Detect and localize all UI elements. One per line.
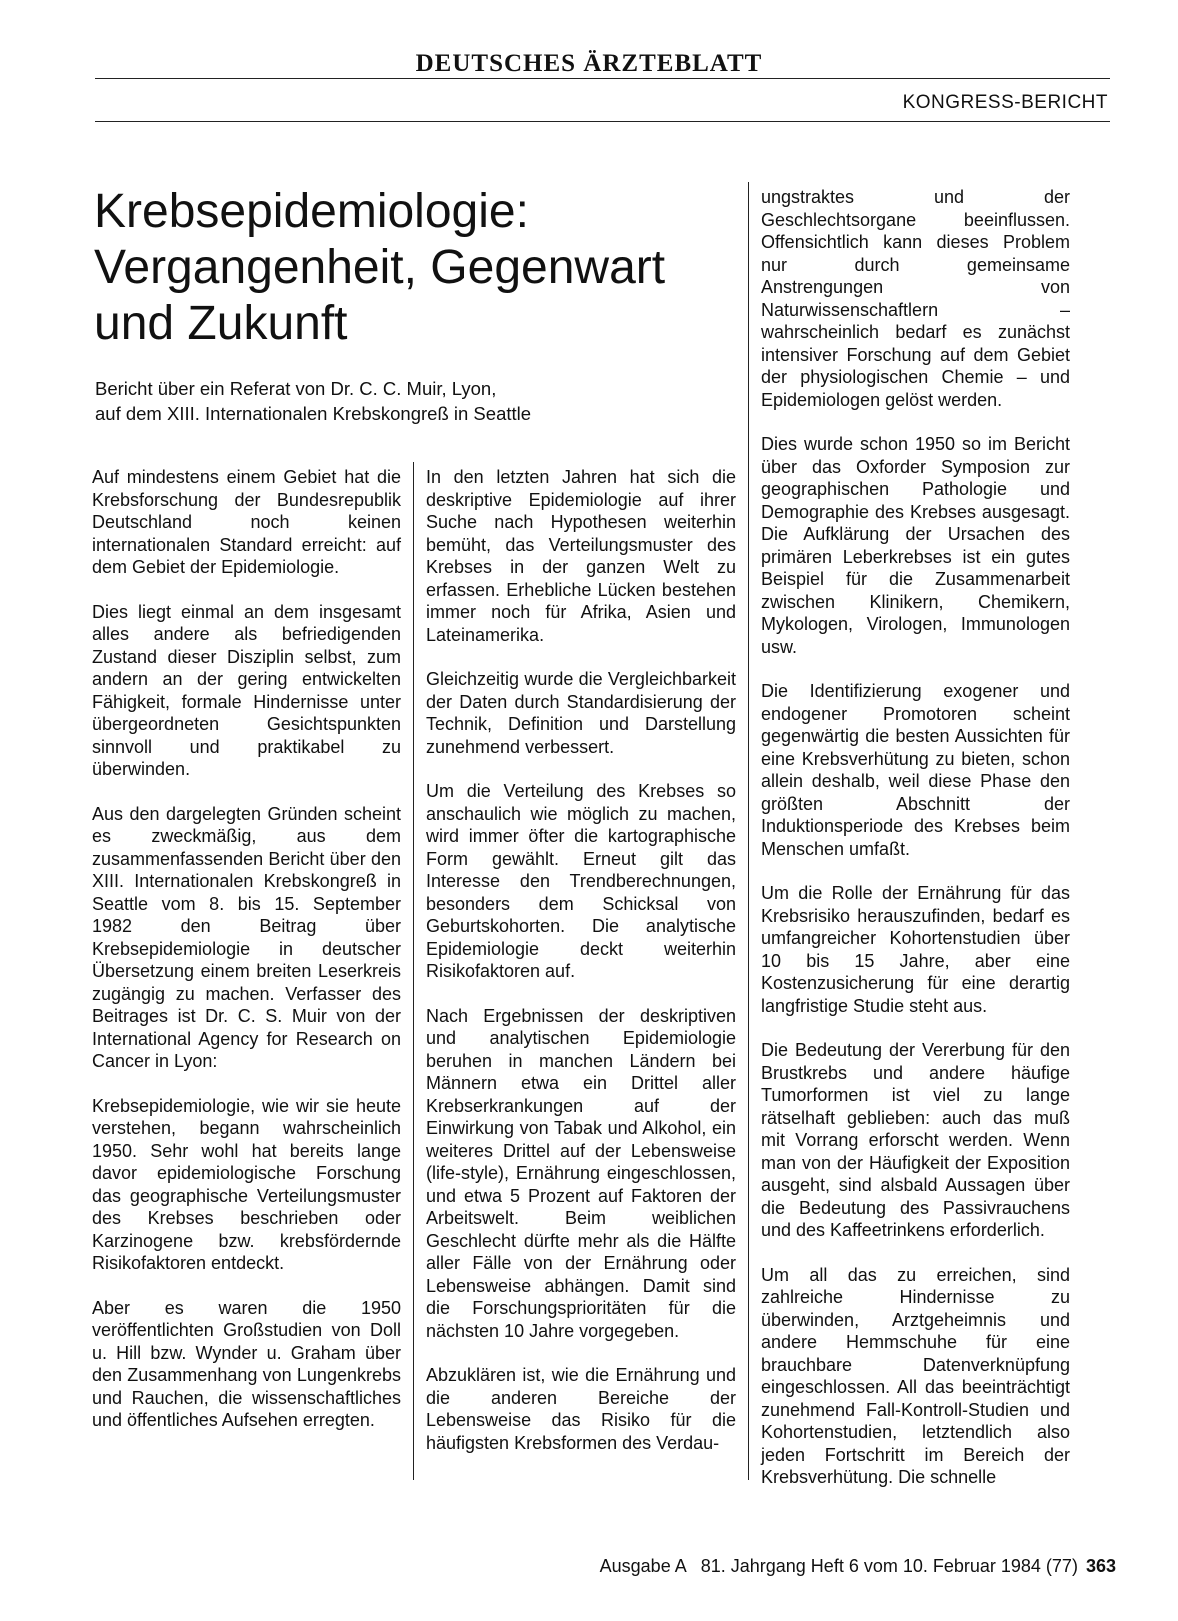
paragraph: Aber es waren die 1950 veröffentlichten Großstudien von Doll u. Hill bzw. Wynder u. Graham über den Zusammenhang von Lungenkrebs und Rauchen, die wissenschaftliches und öffentliches Aufsehen erregten. <box>92 1297 401 1430</box>
subtitle-line-2: auf dem XIII. Internationalen Krebskongreß in Seattle <box>95 403 532 424</box>
paragraph: Um die Verteilung des Krebses so anschaulich wie möglich zu machen, wird immer öfter die kartographische Form gewählt. Erneut gilt das Interesse den Trendberechnungen, besonders dem Schicksal von Geburtskohorten. Die analytische Epidemiologie deckt weiterhin Risikofaktoren auf. <box>426 781 736 981</box>
paragraph: Aus den dargelegten Gründen scheint es zweckmäßig, aus dem zusammenfassenden Bericht über den XIII. Internationalen Krebskongreß in Seattle vom 8. bis 15. September 1982 den Beitrag über Krebsepidemiologie in deutscher Übersetzung einem breiten Leserkreis zugängig zu machen. Verfasser des Beitrages ist Dr. C. S. Muir von der International Agency for Research on Cancer in Lyon: <box>92 803 401 1071</box>
section-label: KONGRESS-BERICHT <box>902 92 1108 113</box>
paragraph: ungstraktes und der Geschlechtsorgane beeinflussen. Offensichtlich kann dieses Problem nur durch gemeinsame Anstrengungen von Naturwissenschaftlern – wahrscheinlich bedarf es zunächst intensiver Forschung auf dem Gebiet der physiologischen Chemie – und Epidemiologen gelöst werden. <box>761 187 1070 410</box>
paragraph: Dies liegt einmal an dem insgesamt alles andere als befriedigenden Zustand dieser Disziplin selbst, zum andern an der gering entwickelten Fähigkeit, formale Hindernisse unter übergeordneten Gesichtspunkten sinnvoll und praktikabel zu überwinden. <box>92 601 401 779</box>
issue-info: Ausgabe A 81. Jahrgang Heft 6 vom 10. Februar 1984 (77) <box>599 1556 1078 1576</box>
page-footer <box>600 1556 1116 1577</box>
header-rule-bottom <box>95 121 1110 122</box>
paragraph: Um die Rolle der Ernährung für das Krebsrisiko herauszufinden, bedarf es umfangreicher Kohortenstudien über 10 bis 15 Jahre, aber eine Kostenzusicherung für eine derartig langfristige Studie steht aus. <box>761 883 1070 1016</box>
paragraph: Krebsepidemiologie, wie wir sie heute verstehen, begann wahrscheinlich 1950. Sehr wohl hat bereits lange davor epidemiologische Forschung das geographische Verteilungsmuster des Krebses beschrieben oder Karzinogene bzw. krebsfördernde Risikofaktoren entdeckt. <box>92 1095 401 1273</box>
paragraph: Die Identifizierung exogener und endogener Promotoren scheint gegenwärtig die besten Aussichten für eine Krebsverhütung zu bieten, schon allein deshalb, weil diese Phase den größten Abschnitt der Induktionsperiode des Krebses beim Menschen umfaßt. <box>761 681 1070 859</box>
column-3 <box>761 186 1070 1489</box>
paragraph: Um all das zu erreichen, sind zahlreiche Hindernisse zu überwinden, Arztgeheimnis und andere Hemmschuhe für eine brauchbare Datenverknüpfung eingeschlossen. All das beeinträchtigt zunehmend Fall-Kontroll-Studien und Kohortenstudien, letztendlich also jeden Fortschritt im Bereich der Krebsverhütung. Die schnelle <box>761 1264 1070 1487</box>
column-1 <box>92 466 401 1432</box>
subtitle-line-1: Bericht über ein Referat von Dr. C. C. Muir, Lyon, <box>95 378 497 399</box>
paragraph: Gleichzeitig wurde die Vergleichbarkeit der Daten durch Standardisierung der Technik, Definition und Darstellung zunehmend verbessert. <box>426 669 736 757</box>
header-rule-top <box>95 78 1110 79</box>
paragraph: Auf mindestens einem Gebiet hat die Krebsforschung der Bundesrepublik Deutschland noch keinen internationalen Standard erreicht: auf dem Gebiet der Epidemiologie. <box>92 467 401 577</box>
column-2 <box>426 466 736 1454</box>
paragraph: Die Bedeutung der Vererbung für den Brustkrebs und andere häufige Tumorformen ist viel zu lange rätselhaft geblieben: auch das muß mit Vorrang erforscht werden. Wenn man von der Häufigkeit der Exposition ausgeht, sind alsbald Aussagen über die Bedeutung des Passivrauchens und des Kaffeetrinkens erforderlich. <box>761 1040 1070 1240</box>
paragraph: Abzuklären ist, wie die Ernährung und die anderen Bereiche der Lebensweise das Risiko für die häufigsten Krebsformen des Verdau- <box>426 1365 736 1453</box>
paragraph: In den letzten Jahren hat sich die deskriptive Epidemiologie auf ihrer Suche nach Hypothesen weiterhin bemüht, das Verteilungsmuster des Krebses in der ganzen Welt zu erfassen. Erhebliche Lücken bestehen immer noch für Afrika, Asien und Lateinamerika. <box>426 467 736 645</box>
column-divider-2 <box>748 182 749 1480</box>
column-divider-1 <box>413 462 414 1480</box>
paragraph: Nach Ergebnissen der deskriptiven und analytischen Epidemiologie beruhen in manchen Ländern bei Männern etwa ein Drittel aller Krebserkrankungen auf der Einwirkung von Tabak und Alkohol, ein weiteres Drittel auf der Lebensweise (life-style), Ernährung eingeschlossen, und etwa 5 Prozent auf Faktoren der Arbeitswelt. Beim weiblichen Geschlecht dürfte mehr als die Hälfte aller Fälle von der Ernährung oder Lebensweise abhängen. Damit sind die Forschungsprioritäten für die nächsten 10 Jahre vorgegeben. <box>426 1005 736 1341</box>
masthead: DEUTSCHES ÄRZTEBLATT <box>415 50 763 77</box>
article-subtitle <box>95 376 735 426</box>
article-title: Krebsepidemiologie: Vergangenheit, Gegenwart und Zukunft <box>94 185 666 350</box>
page-number: 363 <box>1085 1556 1116 1576</box>
paragraph: Dies wurde schon 1950 so im Bericht über das Oxforder Symposion zur geographischen Pathologie und Demographie des Krebses ausgesagt. Die Aufklärung der Ursachen des primären Leberkrebses ist ein gutes Beispiel für die Zusammenarbeit zwischen Klinikern, Chemikern, Mykologen, Virologen, Immunologen usw. <box>761 434 1070 657</box>
